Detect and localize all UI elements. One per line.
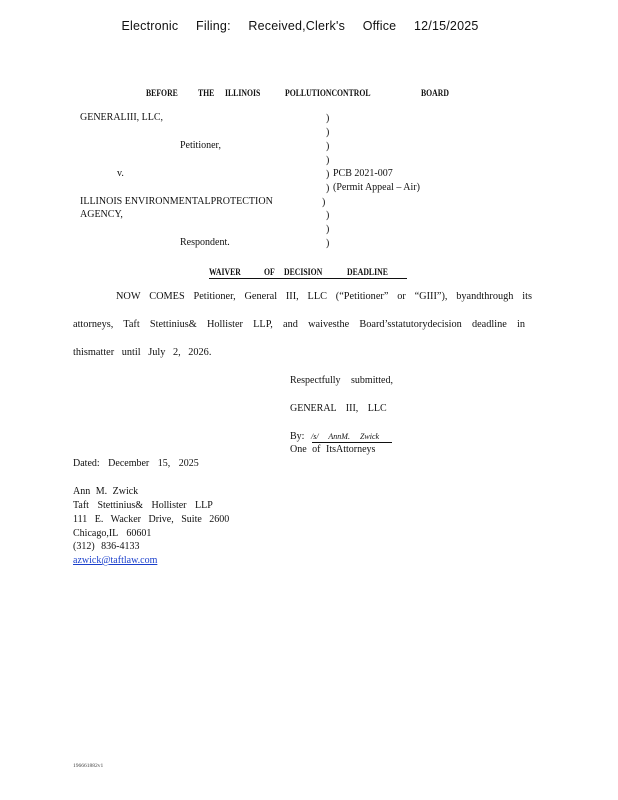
- permit-appeal: (Permit Appeal – Air): [333, 182, 420, 193]
- caption-paren: ): [326, 238, 330, 249]
- caption-paren: ): [326, 141, 330, 152]
- heading-decision: DECISION: [284, 267, 323, 277]
- caption-paren: ): [322, 197, 326, 208]
- document-id: 196661882v1: [73, 763, 104, 769]
- attorney-city: Chicago,IL 60601: [73, 528, 152, 539]
- caption-illinois: ILLINOIS: [225, 88, 261, 98]
- caption-the: THE: [198, 88, 215, 98]
- attorney-phone: (312) 836-4133: [73, 541, 140, 552]
- dated-line: Dated: December 15, 2025: [73, 458, 199, 469]
- respectfully-submitted: Respectfully submitted,: [290, 375, 393, 386]
- caption-pollution-control: POLLUTIONCONTROL: [285, 88, 371, 98]
- heading-waiver: WAIVER: [209, 267, 241, 277]
- caption-paren: ): [326, 155, 330, 166]
- versus: v.: [117, 168, 124, 179]
- pcb-number: PCB 2021-007: [333, 168, 393, 179]
- attorney-firm: Taft Stettinius& Hollister LLP: [73, 500, 213, 511]
- attorney-street: 111 E. Wacker Drive, Suite 2600: [73, 514, 230, 525]
- heading-deadline: DEADLINE: [347, 267, 388, 277]
- petitioner-name: GENERALIII, LLC,: [80, 112, 164, 123]
- caption-paren: ): [326, 169, 330, 180]
- one-of-its-attorneys: One of ItsAttorneys: [290, 444, 376, 455]
- signature-line: [312, 442, 392, 443]
- caption-board: BOARD: [421, 88, 449, 98]
- respondent-name-line1: ILLINOIS ENVIRONMENTALPROTECTION: [80, 196, 273, 207]
- petitioner-label: Petitioner,: [180, 140, 221, 151]
- filing-banner: Electronic Filing: Received,Clerk's Office 12/15/2025: [121, 19, 479, 33]
- respondent-label: Respondent.: [180, 237, 230, 248]
- caption-paren: ): [326, 113, 330, 124]
- heading-underline: [209, 278, 407, 279]
- caption-paren: ): [326, 127, 330, 138]
- body-line-1: NOW COMES Petitioner, General III, LLC (“Petitioner” or “GIII”), byandthrough its: [116, 291, 532, 302]
- caption-paren: ): [326, 183, 330, 194]
- caption-paren: ): [326, 224, 330, 235]
- attorney-email-link[interactable]: azwick@taftlaw.com: [73, 555, 158, 566]
- electronic-signature: /s/ AnnM. Zwick: [311, 432, 380, 441]
- company-name: GENERAL III, LLC: [290, 403, 387, 414]
- respondent-name-line2: AGENCY,: [80, 209, 123, 220]
- caption-paren: ): [326, 210, 330, 221]
- caption-before: BEFORE: [146, 88, 178, 98]
- heading-of: OF: [264, 267, 275, 277]
- by-label: By:: [290, 431, 305, 442]
- attorney-name: Ann M. Zwick: [73, 486, 139, 497]
- body-line-2: attorneys, Taft Stettinius& Hollister LLP, and waivesthe Board’sstatutorydecision deadline in: [73, 319, 525, 330]
- body-line-3: thismatter until July 2, 2026.: [73, 347, 212, 358]
